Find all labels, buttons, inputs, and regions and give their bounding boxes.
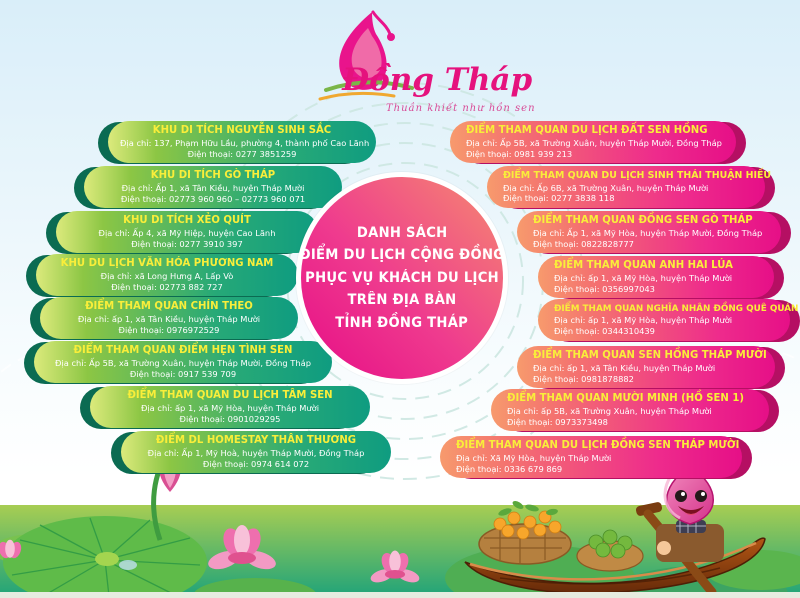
destination-name: ĐIỂM THAM QUAN CHÍN THEO [85, 300, 253, 313]
destination-address: Địa chỉ: 137, Phạm Hữu Lầu, phường 4, thành phố Cao Lãnh [120, 138, 370, 149]
destination-name: ĐIỂM THAM QUAN MƯỜI MINH (HỒ SEN 1) [507, 392, 744, 405]
destination-card [36, 254, 298, 296]
destination-name: ĐIỂM THAM QUAN ĐIỂM HẸN TÌNH SEN [73, 344, 293, 357]
destination-card [491, 389, 769, 431]
destination-name: ĐIỂM THAM QUAN DU LỊCH TÂM SEN [127, 389, 333, 402]
destination-address: Địa chỉ: ấp 5B, xã Trường Xuân, huyện Tháp Mười [507, 406, 712, 417]
destination-address: Địa chỉ: xã Long Hưng A, Lấp Vò [100, 271, 234, 282]
destination-phone: Điện thoại: 0822828777 [533, 238, 634, 249]
center-title-line: PHỤC VỤ KHÁCH DU LỊCH [305, 269, 499, 286]
destination-card [487, 166, 772, 208]
dong-thap-logo [300, 6, 536, 120]
destination-address: Địa chỉ: ấp 1, xã Mỹ Hòa, huyện Tháp Mười [554, 315, 733, 326]
center-title-circle [296, 172, 508, 384]
destination-name: KHU DU LỊCH VĂN HÓA PHƯƠNG NAM [60, 257, 274, 270]
destination-name: ĐIỂM THAM QUAN NGHĨA NHÂN ĐỒNG QUÊ QUÁN [554, 303, 799, 315]
destination-card [517, 346, 775, 388]
destination-address: Địa chỉ: Ấp 4, xã Mỹ Hiệp, huyện Cao Lãnh [98, 228, 276, 239]
destination-address: Địa chỉ: ấp 1, xã Tân Kiều, huyện Tháp Mười [77, 314, 261, 325]
destination-address: Địa chỉ: Ấp 6B, xã Trường Xuân, huyện Tháp Mười [503, 182, 709, 193]
destination-address: Địa chỉ: ấp 1, xã Tân Kiều, huyện Tháp Mười [533, 363, 716, 374]
brand-tagline: Thuần khiết như hồn sen [386, 103, 536, 114]
destination-name: KHU DI TÍCH XẺO QUÍT [123, 214, 251, 227]
destination-name: ĐIỂM THAM QUAN ANH HAI LÚA [554, 259, 733, 272]
destination-address: Địa chỉ: Ấp 5B, xã Trường Xuân, huyện Tháp Mười, Đồng Tháp [466, 138, 722, 149]
destination-card [40, 297, 298, 339]
destination-card [517, 211, 781, 253]
destination-address: Địa chỉ: Ấp 1, Mỹ Hoà, huyện Tháp Mười, Đồng Tháp [147, 448, 365, 459]
destination-address: Địa chỉ: ấp 1, xã Mỹ Hòa, huyện Tháp Mười [554, 273, 733, 284]
destination-name: ĐIỂM THAM QUAN DU LỊCH ĐỒNG SEN THÁP MƯỜI [456, 439, 740, 452]
destination-phone: Điện thoại: 0976972529 [118, 324, 220, 335]
center-title-line: TỈNH ĐỒNG THÁP [335, 314, 469, 331]
destination-phone: Điện thoại: 0277 3851259 [187, 148, 297, 159]
destination-name: ĐIỂM THAM QUAN SEN HỒNG THÁP MƯỜI [533, 349, 767, 362]
destination-phone: Điện thoại: 0277 3838 118 [503, 193, 615, 204]
destination-card [108, 121, 376, 163]
center-title-line: TRÊN ĐỊA BÀN [347, 292, 457, 309]
brand-name: Đồng Tháp [342, 62, 533, 98]
destination-card [538, 256, 774, 298]
destination-name: ĐIỂM THAM QUAN DU LỊCH ĐẤT SEN HỒNG [466, 124, 708, 137]
destination-phone: Điện thoại: 0981878882 [533, 373, 634, 384]
destination-phone: Điện thoại: 02773 882 727 [111, 281, 223, 292]
destination-phone: Điện thoại: 0917 539 709 [129, 368, 237, 379]
destination-phone: Điện thoại: 02773 960 960 – 02773 960 071 [120, 193, 306, 204]
center-title-line: ĐIỂM DU LỊCH CỘNG ĐỒNG [299, 247, 505, 264]
destination-card [90, 386, 370, 428]
destination-address: Địa chỉ: ấp 1, xã Mỹ Hòa, huyện Tháp Mười [140, 403, 320, 414]
destination-card [56, 211, 318, 253]
destination-card [538, 299, 799, 341]
destination-phone: Điện thoại: 0901029295 [179, 413, 281, 424]
destination-address: Địa chỉ: Xã Mỹ Hòa, huyện Tháp Mười [456, 453, 612, 464]
destination-phone: Điện thoại: 0344310439 [554, 325, 655, 336]
center-title-line: DANH SÁCH [356, 225, 448, 242]
destination-phone: Điện thoại: 0973373498 [507, 416, 608, 427]
destination-card [34, 341, 332, 383]
destination-phone: Điện thoại: 0356997043 [554, 283, 655, 294]
destination-phone: Điện thoại: 0981 939 213 [466, 148, 573, 159]
destination-name: KHU DI TÍCH NGUYỄN SINH SẮC [152, 124, 332, 137]
destination-name: ĐIỂM THAM QUAN ĐỒNG SEN GÒ THÁP [533, 214, 753, 227]
destination-name: ĐIỂM THAM QUAN DU LỊCH SINH THÁI THUẬN HIẾU [503, 169, 772, 181]
destination-phone: Điện thoại: 0277 3910 397 [131, 238, 243, 249]
destination-card [450, 121, 736, 163]
destination-card [440, 436, 742, 478]
destination-name: KHU DI TÍCH GÒ THÁP [150, 169, 276, 182]
destination-phone: Điện thoại: 0336 679 869 [456, 463, 563, 474]
destination-phone: Điện thoại: 0974 614 072 [202, 458, 310, 469]
destination-card [121, 431, 391, 473]
destination-address: Địa chỉ: Ấp 1, xã Tân Kiều, huyện Tháp Mười [121, 183, 305, 194]
destination-card [84, 166, 342, 208]
destination-name: ĐIỂM DL HOMESTAY THÂN THƯƠNG [155, 434, 357, 447]
destination-address: Địa chỉ: Ấp 5B, xã Trường Xuân, huyện Tháp Mười, Đồng Tháp [55, 358, 311, 369]
bottom-edge-strip [0, 592, 800, 598]
destination-address: Địa chỉ: Ấp 1, xã Mỹ Hòa, huyện Tháp Mười, Đồng Tháp [533, 228, 763, 239]
